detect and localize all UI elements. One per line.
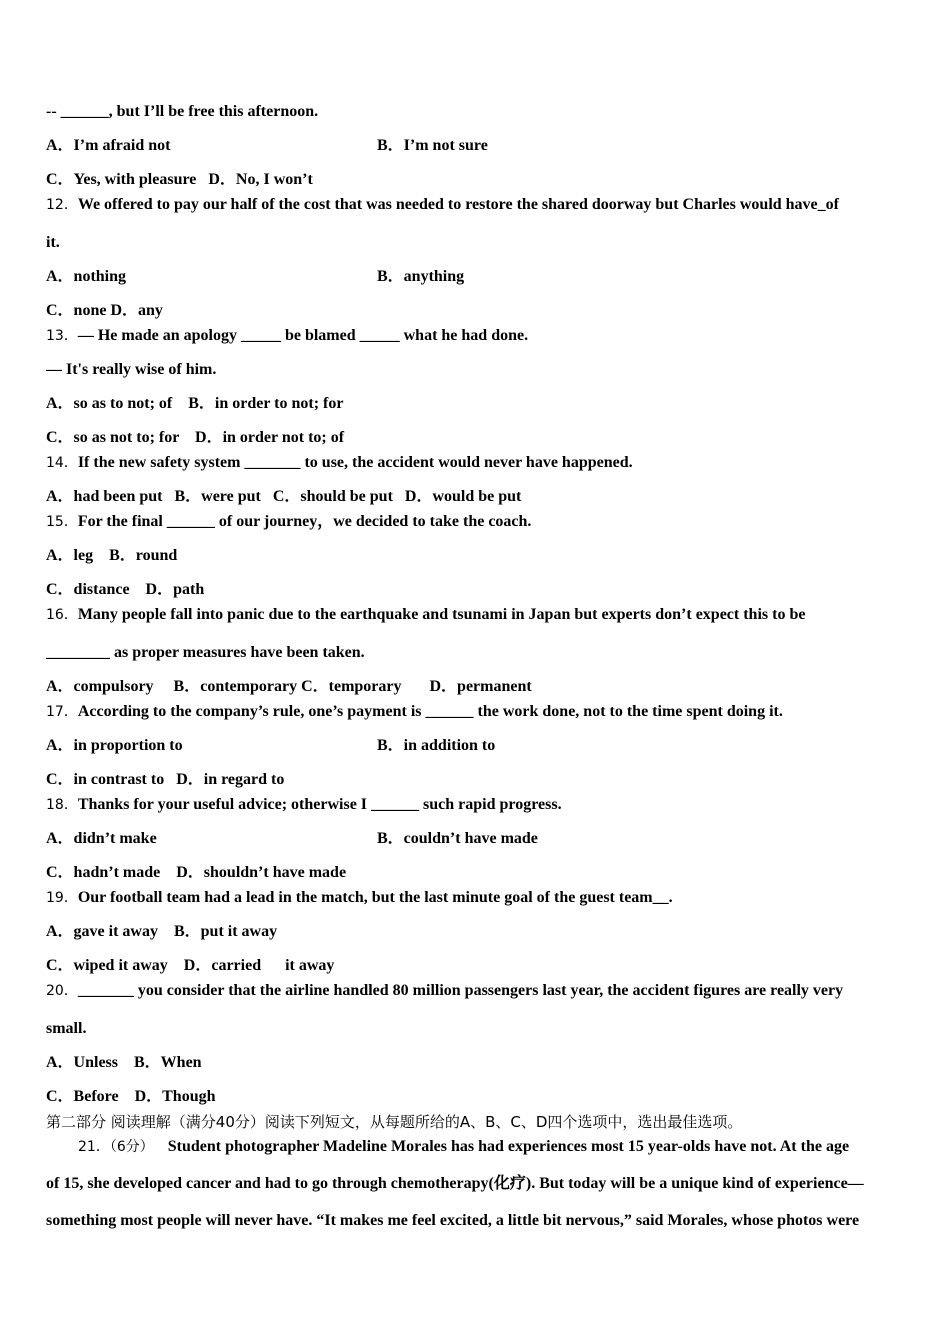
q21-passage-line1 bbox=[78, 1137, 849, 1157]
q19-options-cd: C．wiped it away D．carried it away bbox=[46, 957, 335, 974]
q21-passage-line3: something most people will never have. “It makes me feel excited, a little bit nervous,” said Morales, whose photos were bbox=[46, 1212, 860, 1229]
q14-stem-text: If the new safety system _______ to use, the accident would never have happened. bbox=[77, 454, 633, 471]
q17-number: 17． bbox=[46, 704, 78, 720]
q13-stem-line1 bbox=[46, 326, 528, 346]
q15-stem bbox=[46, 512, 531, 532]
q12-option-a: A．nothing bbox=[46, 268, 127, 285]
q17-stem-text: According to the company’s rule, one’s payment is ______ the work done, not to the time spent doing it. bbox=[77, 703, 783, 720]
q13-options-cd: C．so as not to; for D．in order not to; of bbox=[46, 429, 345, 446]
q16-number: 16． bbox=[46, 607, 78, 623]
q17-option-a: A．in proportion to bbox=[46, 737, 183, 754]
q18-option-b: B．couldn’t have made bbox=[377, 830, 538, 847]
section2-heading: 第二部分 阅读理解（满分40分）阅读下列短文，从每题所给的A、B、C、D四个选项中，选出最佳选项。 bbox=[46, 1113, 743, 1131]
q11-option-b: B．I’m not sure bbox=[377, 137, 488, 154]
q15-options-cd: C．distance D．path bbox=[46, 581, 205, 598]
q15-options-ab: A．leg B．round bbox=[46, 547, 178, 564]
q15-number: 15． bbox=[46, 514, 78, 530]
q16-stem-line1 bbox=[46, 605, 805, 625]
q19-number: 19． bbox=[46, 890, 78, 906]
q16-options: A．compulsory B．contemporary C．temporary D．permanent bbox=[46, 678, 532, 695]
q15-stem-text: For the final ______ of our journey，we decided to take the coach. bbox=[77, 513, 532, 530]
q12-number: 12． bbox=[46, 197, 78, 213]
q14-stem bbox=[46, 453, 633, 473]
q21-number: 21．（6分） bbox=[78, 1139, 154, 1155]
q20-stem-text: _______ you consider that the airline handled 80 million passengers last year, the accident figures are really very bbox=[77, 982, 844, 999]
q18-number: 18． bbox=[46, 797, 78, 813]
q18-options-cd: C．hadn’t made D．shouldn’t have made bbox=[46, 864, 347, 881]
q13-stem-text: — He made an apology _____ be blamed _____ what he had done. bbox=[77, 327, 529, 344]
q14-options: A．had been put B．were put C．should be put D．would be put bbox=[46, 488, 522, 505]
q16-stem-line2: ________ as proper measures have been taken. bbox=[46, 644, 365, 661]
q19-options-ab: A．gave it away B．put it away bbox=[46, 923, 278, 940]
q19-stem-text: Our football team had a lead in the match, but the last minute goal of the guest team__. bbox=[77, 889, 673, 906]
q21-passage-line2: of 15, she developed cancer and had to go through chemotherapy(化疗). But today will be a unique kind of experience— bbox=[46, 1175, 864, 1192]
q12-option-b: B．anything bbox=[377, 268, 465, 285]
q20-number: 20． bbox=[46, 983, 78, 999]
q19-stem bbox=[46, 888, 673, 908]
q12-stem-line2: it. bbox=[46, 234, 60, 251]
q18-stem-text: Thanks for your useful advice; otherwise I ______ such rapid progress. bbox=[77, 796, 562, 813]
q12-options-cd: C．none D．any bbox=[46, 302, 163, 319]
q11-stem-tail: -- ______, but I’ll be free this afternoon. bbox=[46, 103, 319, 120]
q18-option-a: A．didn’t make bbox=[46, 830, 157, 847]
q13-options-ab: A．so as to not; of B．in order to not; for bbox=[46, 395, 344, 412]
q11-options-cd: C．Yes, with pleasure D．No, I won’t bbox=[46, 171, 313, 188]
q16-stem-text: Many people fall into panic due to the earthquake and tsunami in Japan but experts don’t expect this to be bbox=[77, 606, 806, 623]
q13-stem-line2: — It's really wise of him. bbox=[46, 361, 217, 378]
q11-option-a: A．I’m afraid not bbox=[46, 137, 171, 154]
q21-passage-text1: Student photographer Madeline Morales has had experiences most 15 year-olds have not. At the age bbox=[167, 1138, 850, 1155]
q17-option-b: B．in addition to bbox=[377, 737, 496, 754]
q20-stem-line1 bbox=[46, 981, 843, 1001]
q17-stem bbox=[46, 702, 783, 722]
q13-number: 13． bbox=[46, 328, 78, 344]
q20-stem-line2: small. bbox=[46, 1020, 87, 1037]
q20-options-cd: C．Before D．Though bbox=[46, 1088, 216, 1105]
q12-stem-line1 bbox=[46, 195, 839, 215]
q12-stem-text: We offered to pay our half of the cost that was needed to restore the shared doorway but Charles would have_of bbox=[77, 196, 839, 213]
q18-stem bbox=[46, 795, 562, 815]
q14-number: 14． bbox=[46, 455, 78, 471]
q20-options-ab: A．Unless B．When bbox=[46, 1054, 202, 1071]
q17-options-cd: C．in contrast to D．in regard to bbox=[46, 771, 285, 788]
